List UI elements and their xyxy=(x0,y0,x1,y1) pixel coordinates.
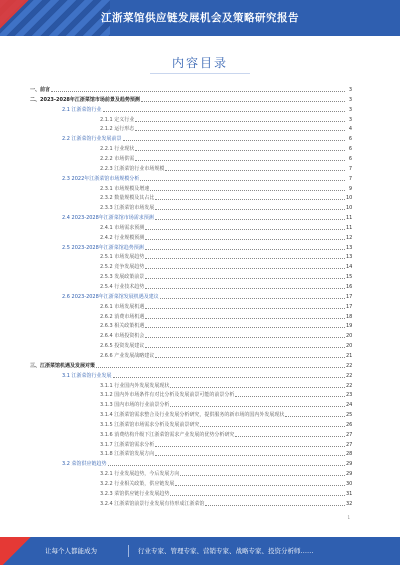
footer-roles: 行业专家、管理专家、营销专家、战略专家、投资分析师…… xyxy=(138,547,314,555)
toc-entry[interactable] xyxy=(100,263,352,271)
footer-red-accent xyxy=(0,537,40,565)
toc-entry-label: 2.6.4 市场投资机会 xyxy=(100,333,145,340)
toc-entry-label: 2.3.1 市场规模及增速 xyxy=(100,185,150,192)
toc-entry-page: 11 xyxy=(346,215,353,222)
toc-entry[interactable] xyxy=(100,352,352,360)
toc-entry[interactable] xyxy=(62,135,352,143)
toc-entry-page: 3 xyxy=(348,96,352,103)
toc-entry-label: 2.6.6 产业发展战略建议 xyxy=(100,352,155,359)
toc-entry-page: 28 xyxy=(346,451,353,458)
toc-leader-dots xyxy=(145,249,345,250)
toc-entry-label: 2.2.3 江浙菜馆行业市场规模 xyxy=(100,165,165,172)
toc-leader-dots xyxy=(180,475,345,476)
toc-entry[interactable] xyxy=(30,362,352,370)
report-title: 江浙菜馆供应链发展机会及策略研究报告 xyxy=(101,12,299,24)
toc-entry[interactable] xyxy=(62,372,352,380)
toc-entry-label: 2.5 2023-2028年江浙菜馆趋势预测 xyxy=(62,244,144,251)
toc-entry-label: 3.1.5 江浙菜馆市场需求分析及发展前景研究 xyxy=(100,421,200,428)
toc-leader-dots xyxy=(285,416,345,417)
toc-leader-dots xyxy=(155,446,345,447)
toc-entry-page: 13 xyxy=(346,244,353,251)
toc-entry-label: 3.1.3 国内市场的行业前景分析 xyxy=(100,402,170,409)
toc-entry[interactable] xyxy=(100,332,352,340)
toc-entry-page: 21 xyxy=(346,352,353,359)
toc-entry[interactable] xyxy=(100,382,352,390)
toc-leader-dots xyxy=(145,347,345,348)
toc-entry[interactable] xyxy=(30,86,352,94)
toc-entry-page: 27 xyxy=(346,431,353,438)
toc-leader-dots xyxy=(145,318,345,319)
toc-leader-dots xyxy=(145,239,345,240)
toc-leader-dots xyxy=(135,121,345,122)
toc-entry-label: 2.5.1 市场发展趋势 xyxy=(100,254,145,261)
toc-leader-dots xyxy=(170,387,345,388)
toc-entry[interactable] xyxy=(100,401,352,409)
toc-entry[interactable] xyxy=(100,411,352,419)
toc-entry-page: 29 xyxy=(346,461,353,468)
toc-entry-label: 3.1.1 行业国内外发展发展现状 xyxy=(100,382,170,389)
toc-entry-label: 2.3.2 数量规模及其占比 xyxy=(100,195,155,202)
toc-leader-dots xyxy=(155,209,345,210)
toc-entry-label: 2.6.3 相关政策机遇 xyxy=(100,323,145,330)
toc-leader-dots xyxy=(145,288,345,289)
toc-entry-page: 25 xyxy=(346,412,353,419)
toc-entry[interactable] xyxy=(100,145,352,153)
toc-entry-label: 3.1 江浙菜馆行业发展 xyxy=(62,372,112,379)
toc-leader-dots xyxy=(135,160,345,161)
toc-entry[interactable] xyxy=(100,283,352,291)
toc-entry-label: 2.4.1 市场需求预测 xyxy=(100,224,145,231)
toc-heading: 内容目录 xyxy=(171,56,228,70)
toc-entry[interactable] xyxy=(62,293,352,301)
footer-slogan: 让每个人都能成为 xyxy=(45,547,97,555)
toc-entry[interactable] xyxy=(100,313,352,321)
toc-entry[interactable] xyxy=(100,165,352,173)
toc-entry[interactable] xyxy=(100,441,352,449)
toc-entry[interactable] xyxy=(100,391,352,399)
toc-leader-dots xyxy=(235,396,345,397)
toc-entry-label: 2.6.2 消费市场机遇 xyxy=(100,313,145,320)
toc-entry-label: 2.5.2 竞争发展趋势 xyxy=(100,264,145,271)
toc-leader-dots xyxy=(140,180,345,181)
toc-entry-page: 15 xyxy=(346,274,353,281)
toc-entry-page: 19 xyxy=(346,323,353,330)
toc-entry-label: 3.2.2 行业相关政策，供应链发展 xyxy=(100,481,175,487)
toc-entry-page: 32 xyxy=(346,500,353,507)
toc-entry[interactable] xyxy=(100,155,352,163)
toc-entry-page: 27 xyxy=(346,441,353,448)
toc-entry[interactable] xyxy=(62,175,352,183)
toc-entry[interactable] xyxy=(100,273,352,281)
toc-entry-page: 24 xyxy=(346,402,353,409)
toc-entry[interactable] xyxy=(100,303,352,311)
toc-leader-dots xyxy=(96,367,345,368)
toc-leader-dots xyxy=(160,298,345,299)
toc-entry-page: 20 xyxy=(346,343,353,350)
toc-entry-page: 10 xyxy=(346,205,353,212)
toc-leader-dots xyxy=(141,101,345,102)
toc-entry-label: 3.2.4 江浙菜馆前景行业发展有待形成江浙菜馆 xyxy=(100,500,205,507)
toc-leader-dots xyxy=(200,426,345,427)
toc-entry-label: 2.2.2 市场供需 xyxy=(100,155,135,162)
toc-entry-label: 3.1.6 消费结构升级下江浙菜馆需求产业发展的优势分析研究 xyxy=(100,431,235,438)
toc-entry-page: 17 xyxy=(346,293,353,300)
toc-entry-label: 2.5.3 发展政策前景 xyxy=(100,274,145,281)
toc-leader-dots xyxy=(235,436,345,437)
toc-leader-dots xyxy=(155,455,345,456)
toc-entry-label: 2.6.1 市场发展机遇 xyxy=(100,303,145,310)
toc-entry-label: 2.5.4 行业技术趋势 xyxy=(100,284,145,290)
toc-entry-label: 三、江浙菜馆机遇及发展对策 xyxy=(30,362,96,369)
toc-entry-label: 2.6.5 投资发展建议 xyxy=(100,343,145,350)
toc-entry-label: 二、2023-2028年江浙菜馆市场前景及趋势预测 xyxy=(30,96,140,103)
toc-leader-dots xyxy=(170,406,345,407)
toc-entry-label: 3.1.2 国内外市场条件有对比分析及发展前景可能的前景分析 xyxy=(100,392,235,399)
toc-entry[interactable] xyxy=(100,253,352,261)
toc-entry[interactable] xyxy=(62,460,352,468)
toc-entry[interactable] xyxy=(100,234,352,242)
toc-leader-dots xyxy=(113,377,345,378)
toc-entry[interactable] xyxy=(100,204,352,212)
toc-entry-page: 4 xyxy=(348,126,352,133)
toc-entry-page: 13 xyxy=(346,254,353,261)
toc-entry-label: 2.4.2 行业规模预测 xyxy=(100,234,145,241)
toc-entry-label: 3.1.8 江浙菜馆发展方向 xyxy=(100,451,155,458)
toc-entry-label: 2.1 江浙菜馆行业 xyxy=(62,106,102,113)
toc-entry-label: 3.2.1 行业发展趋势，今后发展方向 xyxy=(100,471,180,478)
toc-leader-dots xyxy=(145,278,345,279)
toc-entry-page: 9 xyxy=(348,185,352,192)
toc-entry-label: 2.4 2023-2028年江浙菜馆市场需求预测 xyxy=(62,215,154,222)
toc-leader-dots xyxy=(165,170,345,171)
toc-leader-dots xyxy=(135,150,345,151)
toc-entry-label: 3.1.4 江浙菜馆需求整合及行业发展分析研究，提供服务的新市场的国内外发展现状 xyxy=(100,412,285,419)
toc-leader-dots xyxy=(145,337,345,338)
toc-leader-dots xyxy=(155,199,345,200)
toc-entry[interactable] xyxy=(100,224,352,232)
toc-entry-page: 17 xyxy=(346,303,353,310)
toc-entry-label: 2.3 2022年江浙菜馆市场规模分析 xyxy=(62,175,140,182)
toc-entry-page: 3 xyxy=(348,87,352,93)
toc-entry[interactable] xyxy=(100,194,352,202)
toc-entry-page: 6 xyxy=(348,155,352,162)
toc-entry-page: 18 xyxy=(346,313,353,320)
toc-leader-dots xyxy=(145,258,345,259)
toc-entry-page: 3 xyxy=(348,106,352,113)
toc-entry-page: 7 xyxy=(348,165,352,172)
toc-entry-page: 23 xyxy=(346,392,353,399)
toc-entry-label: 2.6 2023-2028年江浙菜馆发展机遇及建议 xyxy=(62,293,159,300)
toc-entry-page: 20 xyxy=(346,333,353,340)
toc-entry[interactable] xyxy=(62,106,352,114)
toc-leader-dots xyxy=(135,130,345,131)
toc-leader-dots xyxy=(123,140,345,141)
toc-leader-dots xyxy=(205,505,345,506)
toc-entry-label: 2.3.3 江浙菜馆市场发展 xyxy=(100,205,155,212)
toc-entry[interactable] xyxy=(100,342,352,350)
page-number: 1 xyxy=(347,515,350,520)
toc-entry-page: 29 xyxy=(346,471,353,478)
toc-entry-page: 10 xyxy=(346,195,353,202)
toc-entry-page: 12 xyxy=(346,234,353,241)
toc-leader-dots xyxy=(145,229,345,230)
toc-leader-dots xyxy=(51,91,345,92)
toc-leader-dots xyxy=(155,357,345,358)
toc-entry-label: 3.2.3 菜馆供应链行业发展趋势 xyxy=(100,490,170,497)
toc-entry-label: 一、前言 xyxy=(30,87,51,93)
toc-entry[interactable] xyxy=(100,490,352,498)
toc-heading-underline xyxy=(150,73,250,74)
toc-leader-dots xyxy=(103,111,345,112)
toc-entry-page: 6 xyxy=(348,146,352,153)
toc-entry-page: 14 xyxy=(346,264,353,271)
report-header-banner xyxy=(0,0,400,36)
footer-banner xyxy=(0,537,400,565)
toc-leader-dots xyxy=(145,308,345,309)
toc-entry-page: 26 xyxy=(346,421,353,428)
toc-entry-page: 30 xyxy=(346,481,353,487)
toc-entry[interactable] xyxy=(100,116,352,124)
toc-leader-dots xyxy=(145,268,345,269)
footer-separator xyxy=(128,545,129,557)
toc-entry[interactable] xyxy=(100,480,352,488)
toc-leader-dots xyxy=(145,327,345,328)
toc-entry[interactable] xyxy=(100,450,352,458)
toc-leader-dots xyxy=(150,190,345,191)
toc-entry-page: 22 xyxy=(346,372,353,379)
toc-leader-dots xyxy=(170,495,345,496)
toc-entry[interactable] xyxy=(100,431,352,439)
toc-entry-page: 7 xyxy=(348,175,352,182)
toc-entry-label: 3.1.7 江浙菜馆需求分析 xyxy=(100,441,155,448)
toc-leader-dots xyxy=(108,465,345,466)
toc-entry-label: 3.2 菜馆供应链趋势 xyxy=(62,461,107,468)
toc-entry[interactable] xyxy=(100,125,352,133)
toc-entry-page: 22 xyxy=(346,362,353,369)
toc-entry-label: 2.1.2 运行形态 xyxy=(100,126,135,133)
toc-leader-dots xyxy=(175,485,345,486)
toc-entry[interactable] xyxy=(100,500,352,508)
toc-entry[interactable] xyxy=(30,96,352,104)
toc-entry-page: 6 xyxy=(348,136,352,143)
toc-entry-page: 22 xyxy=(346,382,353,389)
toc-entry-label: 2.2 江浙菜馆行业发展前景 xyxy=(62,136,122,143)
toc-entry-page: 31 xyxy=(346,490,353,497)
toc-entry[interactable] xyxy=(62,214,352,222)
toc-entry[interactable] xyxy=(100,322,352,330)
toc-entry-label: 2.2.1 行业现状 xyxy=(100,146,135,153)
toc-entry[interactable] xyxy=(100,470,352,478)
toc-entry-page: 11 xyxy=(346,224,353,231)
toc-entry-page: 3 xyxy=(348,116,352,123)
toc-entry[interactable] xyxy=(100,185,352,193)
toc-entry[interactable] xyxy=(62,244,352,252)
toc-entry-page: 16 xyxy=(346,284,353,290)
toc-entry-label: 2.1.1 定义行业 xyxy=(100,116,135,123)
toc-leader-dots xyxy=(155,219,345,220)
toc-entry[interactable] xyxy=(100,421,352,429)
